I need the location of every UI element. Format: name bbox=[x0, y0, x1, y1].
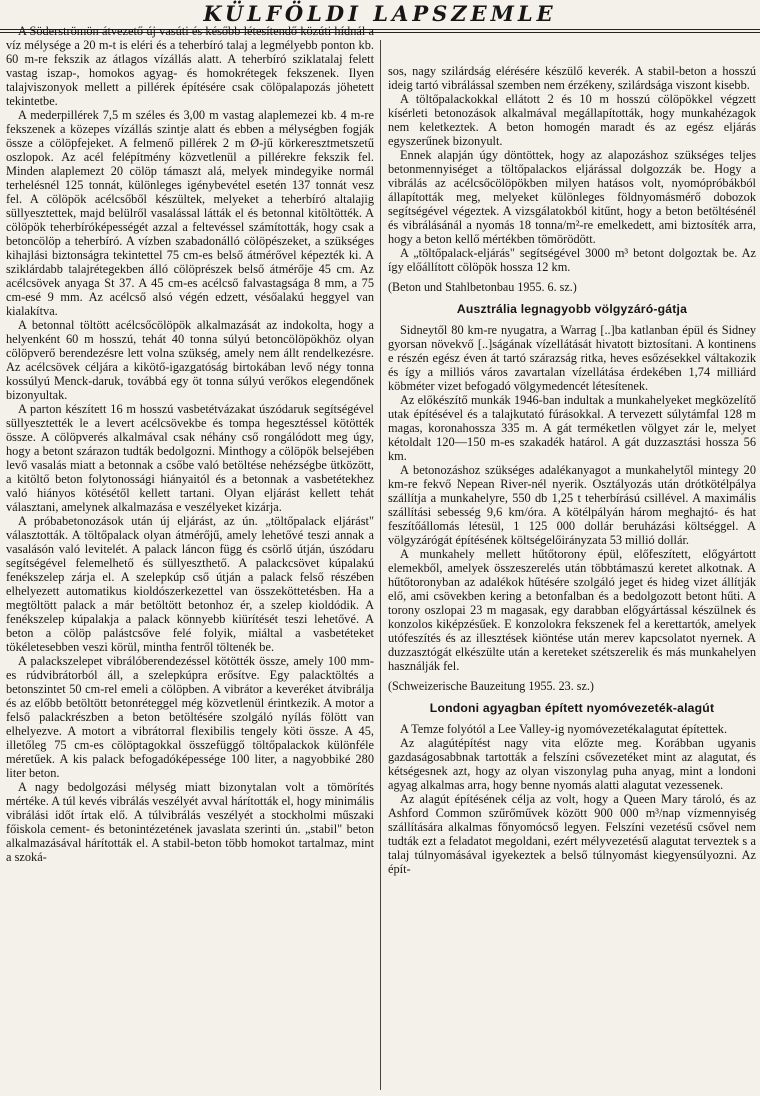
paragraph: A betonozáshoz szükséges adalékanyagot a munkahelytől mintegy 20 km-re fekvő Nepean River-nél nyerik. Osztályozás után drótkötélpálya szállítja a munkahelyre, 550 db 1,25 t teherbírású csillével. A maximális szállítási sebesség 9,6 km/óra. A kötélpályán három meghajtó- és hat feszítőállomás létesül, 1 125 000 dollár beruházási költséggel. A völgyzárógát építésének költségelőirányzata 53 millió dollár. bbox=[388, 463, 756, 547]
article-soderstrom-continued bbox=[388, 64, 756, 294]
article-title: Londoni agyagban épített nyomóvezeték-alagút bbox=[429, 701, 715, 715]
left-column bbox=[6, 24, 374, 1096]
article-soderstrom bbox=[6, 24, 374, 864]
paragraph: A Söderströmön átvezető új vasúti és később létesítendő közúti hídnál a víz mélysége a 20 m-t is eléri és a teherbíró talaj a legmélyebb ponton kb. 60 m-re fekszik az átlagos vízállás alatt. A teherbíró sziklatalaj felett vastag iszap-, homokos agyag- és homokrétegek fekszenek. Ilyen talajviszonyok mellett a pillérek építésére csak cölöpalapozás jöhetett tekintetbe. bbox=[6, 24, 374, 108]
paragraph: sos, nagy szilárdság elérésére készülő keverék. A stabil-beton a hosszú ideig tartó vibrálással szemben nem érzékeny, szilárdsága viszont kisebb. bbox=[388, 64, 756, 92]
article-london-tunnel bbox=[388, 701, 756, 876]
paragraph: A mederpillérek 7,5 m széles és 3,00 m vastag alaplemezei kb. 4 m-re fekszenek a közepes vízállás szintje alatt és ebben a mélységben fogják össze a cölöpfejeket. A felmenő pillérek 2 m Ø-jű körkeresztmetszetű oszlopok. Az acél felépítmény közvetlenül a pillérekre fekszik fel. Minden alaplemezt 20 cölöp támaszt alá, melyek mindegyike normál terhelésnél 125 tonnát, különleges igénybevétel esetén 137 tonnát vesz fel. A cölöpök acélcsőből készültek, melyeket a teherbíró altalajig süllyesztettek, majd belülről vasalással látták el és betonnal kitöltötték. A cölöpök teherbíróképességét azzal a feltevéssel számították, hogy csak a betoncölöp a teherbíró. A vízben szabadonálló cölöpészeket, a szükséges kihajlási biztonságra tekintettel 75 cm-es belső átmérővel képezték ki. A sziklárdabb talajrétegekben álló cölöprészek belső átmérője 45 cm. Az acélcsövek anyaga St 37. A 45 cm-es acélcső falvastagsága 8 mm, a 75 cm-esé 9 mm. Az acélcső alsó végén edzett, vésőalakú heggyel van kialakítva. bbox=[6, 108, 374, 318]
paragraph: A nagy bedolgozási mélység miatt bizonytalan volt a tömörítés mértéke. A túl kevés vibrálás veszélyét avval hárították el, hogy minimális vibrálási időt írtak elő. A túlvibrálás veszélyét a stockholmi műszaki főiskola cement- és betonintézetének javaslata szerinti ún. „stabil" beton alkalmazásával hárították el. A stabil-beton több homokot tartalmaz, mint a szoká- bbox=[6, 780, 374, 864]
paragraph: Sidneytől 80 km-re nyugatra, a Warrag [..]ba katlanban épül és Sidney gyorsan növekvő [..]ságának vízellátását hivatott biztosítani. A kontinens e részén egész éven át tartó szárazság ritka, heves esőzésekkel váltakozik és így a milliós város zavartalan vízellátása érdekében 1,74 milliárd köbméter vizet befogadó völgymedencét létesítenek. bbox=[388, 323, 756, 393]
paragraph: A betonnal töltött acélcsőcölöpök alkalmazását az indokolta, hogy a helyenként 60 m hosszú, tehát 40 tonna súlyú betoncölöpökhöz olyan cölöpverő berendezésre lett volna szükség, amely nem állt rendelkezésre. Az acélcsövek céljára a kikötő-igazgatóság birtokában levő négy tonna kossúlyú Menck-daruk, továbbá egy öt tonna súlyú verőkos elegendőnek bizonyultak. bbox=[6, 318, 374, 402]
paragraph: A munkahely mellett hűtőtorony épül, előfeszített, előgyártott elemekből, amelyek összeszerelés után többtámaszú keretet alkotnak. A hűtőtoronyban az adalékok hűtésére szolgáló jeget és hideg vizet állítják elő, ami csövekben kering a betonfalban és a bedolgozott betont hűti. A torony oszlopai 23 m magasak, egy darabban előgyártással készülnek és konzolos kiképzésűek. E konzolokra fekszenek fel a kerettartók, amelyek utófeszítés és az illesztések kiöntése után merev kapcsolatot nyernek. A duzzasztógát elkészülte után a kereteket szétszerelik és más munkahelyen használják fel. bbox=[388, 547, 756, 673]
paragraph: A töltőpalackokkal ellátott 2 és 10 m hosszú cölöpökkel végzett kísérleti betonozások alkalmával megállapították, hogy munkahézagok nem keletkeztek. A beton homogén maradt és az egész eljárás egyszerűnek bizonyult. bbox=[388, 92, 756, 148]
article-australia-dam bbox=[388, 302, 756, 693]
right-column bbox=[388, 64, 756, 1096]
article-title: Ausztrália legnagyobb völgyzáró-gátja bbox=[456, 302, 688, 316]
paragraph: Az alagút építésének célja az volt, hogy a Queen Mary tároló, és az Ashford Common szűrőművek között 900 000 m³/nap vízmennyiség szállítására alkalmas főnyomócső legyen. Felszíni vezetésű csővel nem tudták ezt a feladatot megoldani, ezért mélyvezetésű alagutat terveztek s a talaj túlnyomásával igyekeztek a belső túlnyomást kiegyensúlyozni. Az épít- bbox=[388, 792, 756, 876]
paragraph: A „töltőpalack-eljárás" segítségével 3000 m³ betont dolgoztak be. Az így előállított cölöpök hossza 12 km. bbox=[388, 246, 756, 274]
paragraph: Ennek alapján úgy döntöttek, hogy az alapozáshoz szükséges teljes betonmennyiséget a töltőpalackos eljárással dolgozzák be. Hogy a vibrálás az acélcsőcölöpökben milyen hatásos volt, nyomópróbákból állapították meg, melyeket különleges földnyomásmérő dobozok segítségével végeztek. A vizsgálatokból kitűnt, hogy a beton betöltésénél és vibrálásánál a nyomás 18 tonna/m²-re emelkedett, ami biztosíték arra, hogy a beton kellő mértékben tömörödött. bbox=[388, 148, 756, 246]
paragraph: Az alagútépítést nagy vita előzte meg. Korábban ugyanis gazdaságosabbnak tartották a felszíni csővezetéket mint az alagutat, és kétségesnek azt, hogy az olyan viszonylag puha anyag, mint a londoni agyag alkalmas arra, hogy benne nyomás alatti alagutat vezessenek. bbox=[388, 736, 756, 792]
paragraph: A próbabetonozások után új eljárást, az ún. „töltőpalack eljárást" választották. A töltőpalack olyan átmérőjű, amely lehetővé teszi annak a vasalásón való levitelét. A palack láncon függ és csörlő útján, úszódaru segítségével felemelhető és süllyeszthető. A palackcsövet kúpalakú fenékszelep zárja el. A szelepkúp cső útján a palack felső részében elhelyezett automatikus kioldószerkezettel van összeköttetésben. Ha a megtöltött palack a már betöltött betonhoz ér, a szelep kioldódik. A fenékszelep kúpalakja a palack könnyebb kiürítését teszi lehetővé. A beton a cölöp palástcsőve felé folyik, miáltal a vasbetéteket tökéletesebben veszi körül, mintha fentről töltenék be. bbox=[6, 514, 374, 654]
paragraph: A parton készített 16 m hosszú vasbetétvázakat úszódaruk segítségével süllyesztették le a levert acélcsövekbe és tompa hegesztéssel kötötték össze. A cölöpverés alkalmával csak néhány cső rongálódott meg úgy, hogy a betont szárazon tudták bedolgozni. Minthogy a cölöpök belsejében levő vasalás miatt a betonnak a csőbe való betöltése nehézségbe ütközött, a kitöltő beton folytonossági hiányaitól és a betonnak a vasbetétekhez való hiányos kötésétől kellett tartani. Olyan eljárást kellett tehát választani, amelynek alkalmazása e veszélyeket kizárja. bbox=[6, 402, 374, 514]
section-title: KÜLFÖLDI LAPSZEMLE bbox=[203, 1, 557, 26]
column-divider bbox=[380, 40, 381, 1090]
paragraph: Az előkészítő munkák 1946-ban indultak a munkahelyeket megközelítő utak építésével és a talajkutató fúrásokkal. A tervezett súlytámfal 128 m magas, koronahossza 335 m. A gát terméketlen völgyet zár le, melyet kétoldalt 120—150 m-es szakadék határol. A gát duzzasztási hossza 56 km. bbox=[388, 393, 756, 463]
article-source: (Schweizerische Bauzeitung 1955. 23. sz.) bbox=[388, 679, 594, 693]
paragraph: A Temze folyótól a Lee Valley-ig nyomóvezetékalagutat építettek. bbox=[400, 722, 728, 736]
paragraph: A palackszelepet vibrálóberendezéssel kötötték össze, amely 100 mm-es rúdvibrátorból áll, a szelepkúpra erősítve. Egy palacktöltés a betonszintet 50 cm-rel emeli a cölöpben. A vibrátor a keveréket átvibrálja és az előbb betöltött betonréteggel még közvetlenül érintkezik. A motor a felső palackrészben a beton betöltésére szolgáló nyílás fölött van elhelyezve. A motort a vibrátorral flexibilis tengely köti össze. A 45, illetőleg 75 cm-es cölöptagokkal összefüggő töltőpalackok különféle méretűek. A kis palack befogadóképessége 100 liter, a nagyobbiké 280 liter beton. bbox=[6, 654, 374, 780]
article-source: (Beton und Stahlbetonbau 1955. 6. sz.) bbox=[388, 280, 577, 294]
